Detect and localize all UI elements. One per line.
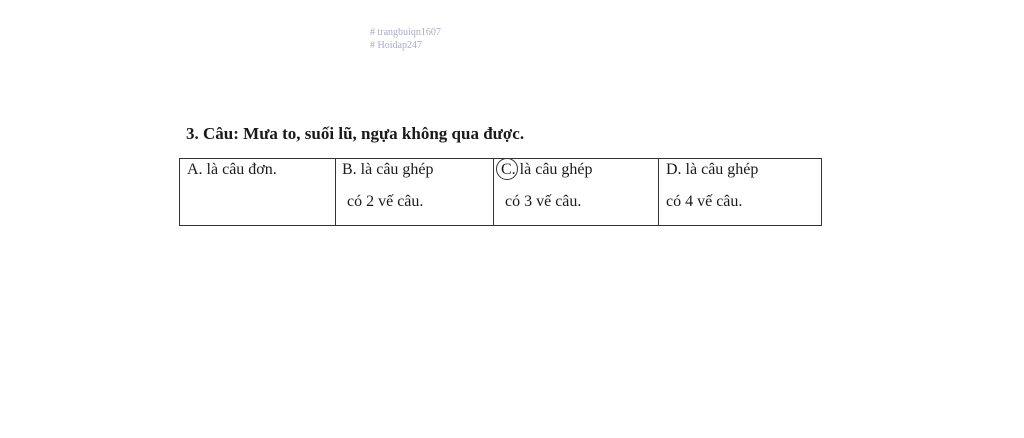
answer-b-line-2: có 2 vế câu. <box>347 193 424 210</box>
answer-option-b <box>336 159 494 226</box>
answer-c-selected-mark <box>501 161 516 179</box>
answer-c-text: là câu ghép <box>519 161 593 178</box>
answer-option-c <box>494 159 659 226</box>
answer-table <box>179 158 822 226</box>
watermark <box>370 26 441 52</box>
answer-row <box>180 159 822 226</box>
answer-option-a <box>180 159 336 226</box>
watermark-line-2: # Hoidap247 <box>370 40 422 51</box>
answer-c-line-2: có 3 vế câu. <box>505 193 582 210</box>
answer-a-line-1: A. là câu đơn. <box>187 161 277 178</box>
answer-c-line-1 <box>501 161 593 179</box>
circle-mark-icon <box>496 158 518 180</box>
watermark-line-1: # trangbuiqn1607 <box>370 27 441 38</box>
answer-d-line-2: có 4 vế câu. <box>666 193 743 210</box>
answer-option-d <box>659 159 822 226</box>
answer-b-line-1: B. là câu ghép <box>342 161 434 178</box>
answer-d-line-1: D. là câu ghép <box>666 161 759 178</box>
question-text: 3. Câu: Mưa to, suối lũ, ngựa không qua được. <box>186 124 525 143</box>
answer-c-letter: C. <box>501 161 516 178</box>
